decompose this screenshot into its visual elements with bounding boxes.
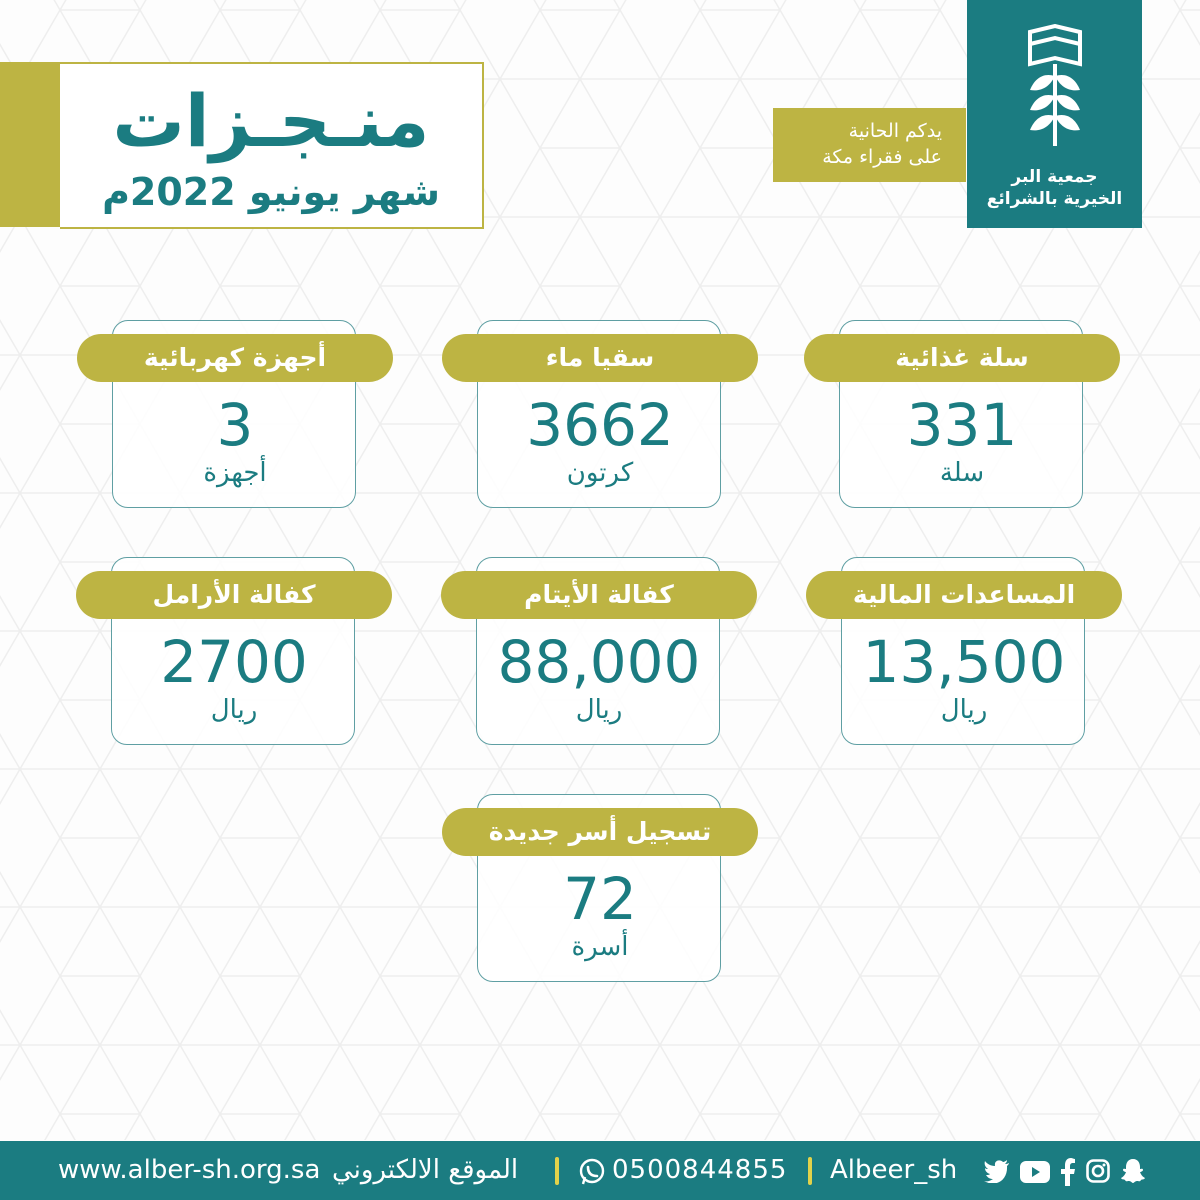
footer-separator: [555, 1157, 559, 1185]
stat-unit: أسرة: [571, 932, 629, 962]
page-subtitle: شهر يونيو 2022م: [102, 170, 440, 214]
whatsapp-icon[interactable]: [578, 1158, 606, 1186]
stat-label: كفالة الأيتام: [441, 571, 757, 619]
stat-unit: أجهزة: [203, 458, 267, 488]
stat-card-food-baskets: [804, 320, 1120, 510]
stat-unit: ريال: [210, 695, 258, 725]
stat-value: 72: [563, 865, 637, 933]
stat-value: 88,000: [497, 628, 701, 696]
tagline-box: [773, 108, 966, 182]
org-name-line-1: جمعية البر: [1011, 167, 1098, 187]
youtube-icon[interactable]: [1020, 1161, 1050, 1183]
stat-value: 3662: [526, 391, 674, 459]
kaaba-wheat-logo-icon: [1024, 24, 1086, 148]
stat-card-water: [442, 320, 758, 510]
footer-bar: [0, 1141, 1200, 1200]
stat-card-financial-aid: [806, 557, 1122, 747]
stat-label: المساعدات المالية: [806, 571, 1122, 619]
tagline-line-1: يدكم الحانية: [848, 120, 942, 142]
website-link[interactable]: www.alber-sh.org.sa: [58, 1155, 321, 1185]
page-title: منـجـزات: [112, 79, 430, 163]
stat-label: أجهزة كهربائية: [77, 334, 393, 382]
stat-label: سلة غذائية: [804, 334, 1120, 382]
snapchat-icon[interactable]: [1120, 1158, 1146, 1184]
stat-unit: سلة: [939, 458, 985, 488]
stat-label: تسجيل أسر جديدة: [442, 808, 758, 856]
phone-number[interactable]: 0500844855: [612, 1155, 788, 1185]
title-box: [60, 62, 484, 229]
twitter-icon[interactable]: [984, 1159, 1010, 1183]
instagram-icon[interactable]: [1086, 1159, 1110, 1183]
stat-value: 2700: [160, 628, 308, 696]
footer-separator: [808, 1157, 812, 1185]
stat-label: سقيا ماء: [442, 334, 758, 382]
title-accent-bar: [0, 62, 60, 227]
stat-unit: ريال: [575, 695, 623, 725]
stat-value: 3: [216, 391, 254, 459]
org-name-line-2: الخيرية بالشرائع: [986, 189, 1123, 209]
stat-card-appliances: [77, 320, 393, 510]
stat-unit: كرتون: [566, 458, 634, 488]
stat-value: 331: [906, 391, 1018, 459]
stat-value: 13,500: [862, 628, 1066, 696]
org-logo: [967, 0, 1142, 228]
stat-card-orphans: [441, 557, 757, 747]
org-name: [967, 166, 1142, 210]
facebook-icon[interactable]: [1060, 1158, 1076, 1186]
stat-card-new-families: [442, 794, 758, 984]
stat-label: كفالة الأرامل: [76, 571, 392, 619]
website-label: الموقع الالكتروني: [332, 1155, 519, 1185]
stat-unit: ريال: [940, 695, 988, 725]
stat-card-widows: [76, 557, 392, 747]
social-handle[interactable]: Albeer_sh: [830, 1155, 958, 1185]
tagline-line-2: على فقراء مكة: [822, 146, 942, 168]
